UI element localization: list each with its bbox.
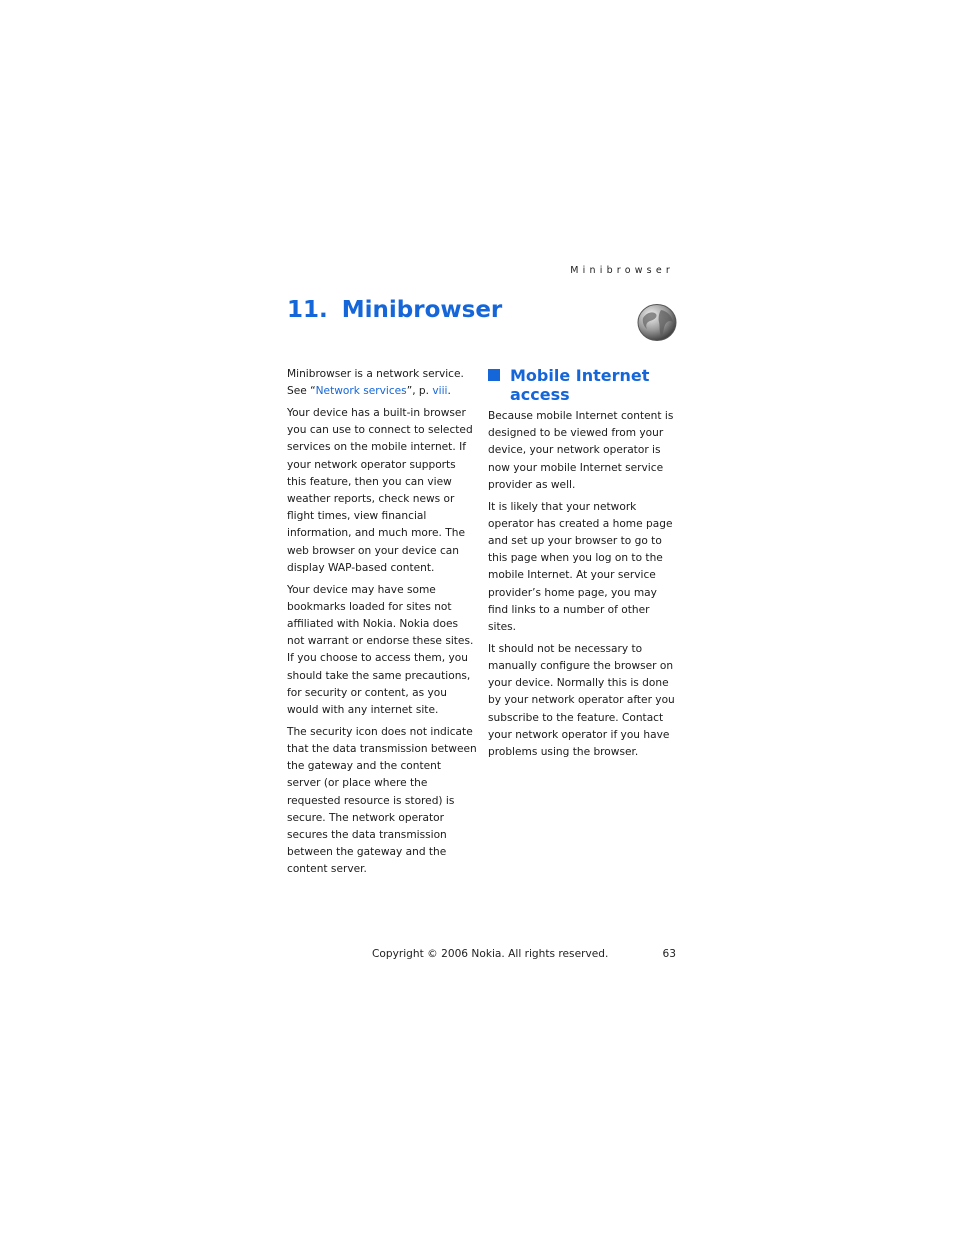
footer-copyright: Copyright © 2006 Nokia. All rights reserved. bbox=[372, 948, 609, 960]
paragraph-service-provider: Because mobile Internet content is designed to be viewed from your device, your network operator is now your mobile Internet service provider as well. bbox=[488, 410, 674, 491]
chapter-title bbox=[287, 297, 502, 323]
section-square-icon bbox=[488, 369, 500, 381]
intro-text: Minibrowser is a network service. bbox=[287, 368, 464, 380]
section-heading bbox=[488, 366, 678, 404]
paragraph-home-page: It is likely that your network operator has created a home page and set up your browser to go to this page when you log on to the mobile Internet. At your service provider’s home page, you may find links to a number of other sites. bbox=[488, 500, 673, 634]
running-header: Minibrowser bbox=[570, 265, 674, 276]
globe-icon bbox=[637, 304, 677, 341]
see-suffix: . bbox=[447, 385, 451, 398]
page-viii-link[interactable]: viii bbox=[432, 385, 448, 398]
paragraph-configure: It should not be necessary to manually configure the browser on your device. Normally this is done by your network operator after you subscribe to the feature. Contact your network operator if you have problems using the browser. bbox=[488, 642, 675, 759]
paragraph-builtin-browser: Your device has a built-in browser you can use to connect to selected services on the mobile internet. If your network operator supports this feature, then you can view weather reports, check news or flight times, view financial information, and much more. The web browser on your device can display WAP-based content. bbox=[287, 407, 473, 574]
page-number: 63 bbox=[662, 948, 676, 960]
paragraph-bookmarks: Your device may have some bookmarks loaded for sites not affiliated with Nokia. Nokia does not warrant or endorse these sites. If you choose to access them, you should take the same precautions, for security or content, as you would with any internet site. bbox=[287, 583, 474, 717]
right-column bbox=[488, 366, 678, 766]
left-column bbox=[287, 366, 477, 883]
section-title: Mobile Internet access bbox=[510, 366, 650, 404]
intro-paragraph bbox=[287, 366, 477, 400]
chapter-number: 11. bbox=[287, 297, 328, 323]
paragraph-security-icon: The security icon does not indicate that the data transmission between the gateway and the content server (or place where the requested resource is stored) is secure. The network operator secures the data transmission between the gateway and the content server. bbox=[287, 725, 477, 876]
see-mid: ”, p. bbox=[406, 385, 433, 398]
network-services-link[interactable]: Network services bbox=[315, 385, 407, 398]
see-prefix: See “ bbox=[287, 385, 316, 398]
chapter-title-text: Minibrowser bbox=[341, 297, 503, 323]
